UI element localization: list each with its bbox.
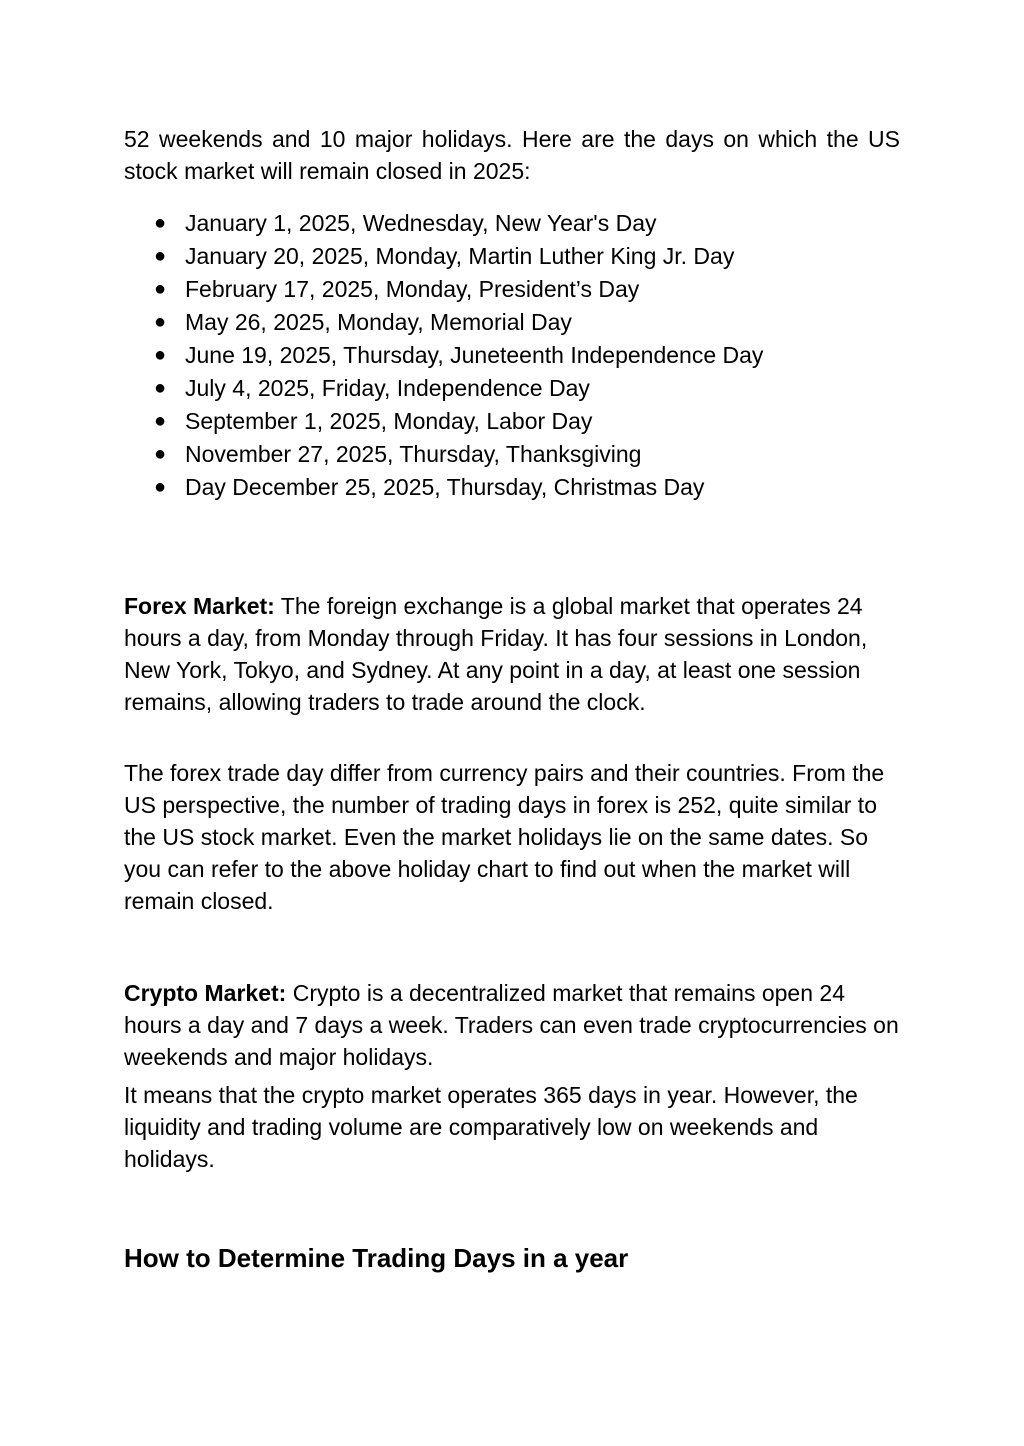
document-page	[124, 123, 900, 1275]
bullet-icon: ●	[154, 410, 167, 432]
holiday-text: January 20, 2025, Monday, Martin Luther King Jr. Day	[185, 243, 735, 269]
holiday-text: June 19, 2025, Thursday, Juneteenth Independence Day	[185, 342, 764, 368]
list-item	[124, 339, 900, 372]
forex-text: The foreign exchange is a global market that operates 24 hours a day, from Monday through Friday. It has four sessions in London, New York, Tokyo, and Sydney. At any point in a day, at least one session remains, allowing traders to trade around the clock.	[124, 593, 868, 715]
bullet-icon: ●	[154, 476, 167, 498]
list-item	[124, 438, 900, 471]
holiday-list	[124, 207, 900, 504]
forex-paragraph	[124, 590, 900, 718]
bullet-icon: ●	[154, 245, 167, 267]
holiday-text: November 27, 2025, Thursday, Thanksgiving	[185, 441, 642, 467]
intro-paragraph: 52 weekends and 10 major holidays. Here are the days on which the US stock market will remain closed in 2025:	[124, 126, 900, 184]
crypto-label: Crypto Market:	[124, 980, 287, 1006]
bullet-icon: ●	[154, 377, 167, 399]
list-item	[124, 306, 900, 339]
bullet-icon: ●	[154, 344, 167, 366]
list-item	[124, 405, 900, 438]
bullet-icon: ●	[154, 311, 167, 333]
bullet-icon: ●	[154, 443, 167, 465]
crypto-paragraph	[124, 977, 900, 1073]
section-heading: How to Determine Trading Days in a year	[124, 1243, 629, 1273]
holiday-text: Day December 25, 2025, Thursday, Christmas Day	[185, 474, 705, 500]
crypto-paragraph-2: It means that the crypto market operates 365 days in year. However, the liquidity and trading volume are comparatively low on weekends and holidays.	[124, 1082, 858, 1172]
holiday-text: May 26, 2025, Monday, Memorial Day	[185, 309, 572, 335]
holiday-text: February 17, 2025, Monday, President’s Day	[185, 276, 640, 302]
list-item	[124, 207, 900, 240]
bullet-icon: ●	[154, 212, 167, 234]
list-item	[124, 240, 900, 273]
holiday-text: September 1, 2025, Monday, Labor Day	[185, 408, 593, 434]
bullet-icon: ●	[154, 278, 167, 300]
crypto-text: Crypto is a decentralized market that remains open 24 hours a day and 7 days a week. Traders can even trade cryptocurrencies on weekends and major holidays.	[124, 980, 899, 1070]
holiday-text: January 1, 2025, Wednesday, New Year's Day	[185, 210, 657, 236]
list-item	[124, 471, 900, 504]
forex-label: Forex Market:	[124, 593, 275, 619]
holiday-text: July 4, 2025, Friday, Independence Day	[185, 375, 590, 401]
list-item	[124, 372, 900, 405]
list-item	[124, 273, 900, 306]
forex-paragraph-2: The forex trade day differ from currency pairs and their countries. From the US perspective, the number of trading days in forex is 252, quite similar to the US stock market. Even the market holidays lie on the same dates. So you can refer to the above holiday chart to find out when the market will remain closed.	[124, 760, 885, 914]
